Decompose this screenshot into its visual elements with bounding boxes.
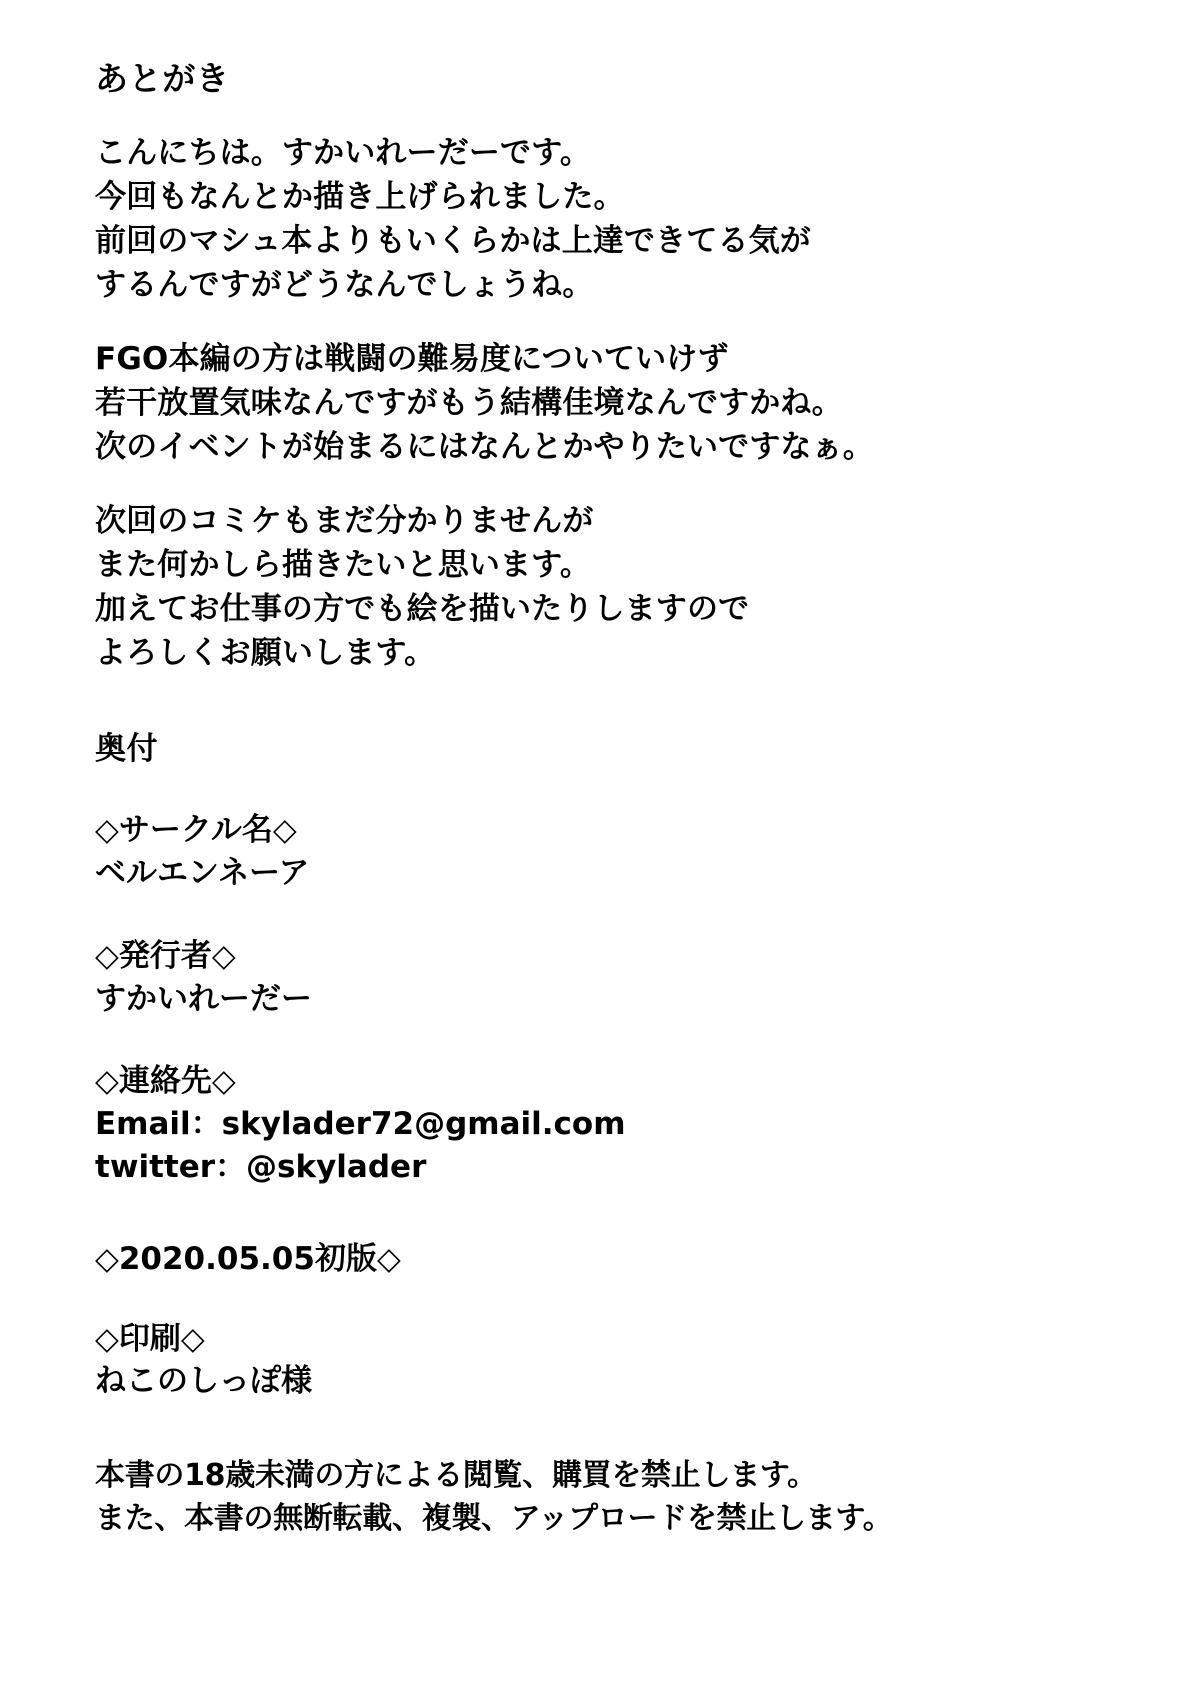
afterword-paragraph-1 [95,131,1120,307]
afterword-heading: あとがき [95,59,230,98]
publication-date: ◇2020.05.05初版◇ [95,1240,401,1277]
afterword-line: 次のイベントが始まるにはなんとかやりたいですなぁ。 [95,428,874,465]
colophon-entry-print [95,1318,1120,1404]
contact-email: Email：skylader72@gmail.com [95,1106,626,1143]
afterword-line: 若干放置気味なんですがもう結構佳境なんですかね。 [95,384,843,421]
colophon-label: ◇印刷◇ [95,1320,205,1357]
afterword-paragraph-2 [95,337,1120,469]
colophon-value: ねこのしっぽ様 [95,1363,312,1400]
colophon-entry-publisher [95,935,1120,1021]
colophon-value: すかいれーだー [95,980,312,1017]
colophon-value: ベルエンネーア [95,855,310,892]
afterword-line: 加えてお仕事の方でも絵を描いたりしますので [95,591,750,628]
colophon-heading: 奥付 [95,731,159,768]
colophon-entry-circle-name [95,809,1120,895]
contact-twitter: twitter：@skylader [95,1148,427,1185]
afterword-line: 今回もなんとか描き上げられました。 [95,178,625,215]
afterword-line: FGO本編の方は戦闘の難易度についていけず [95,340,729,377]
afterword-line: よろしくお願いします。 [95,635,436,672]
colophon-label: ◇連絡先◇ [95,1063,236,1100]
colophon-entry-contact [95,1060,1120,1188]
notice-line: また、本書の無断転載、複製、アップロードを禁止します。 [95,1500,893,1536]
afterword-line: するんですがどうなんでしょうね。 [95,266,594,303]
notice-line: 本書の18歳未満の方による閲覧、購買を禁止します。 [95,1458,817,1494]
afterword-paragraph-3 [95,499,1120,675]
afterword-line: また何かしら描きたいと思います。 [95,547,591,584]
age-restriction-notice [95,1455,1120,1540]
afterword-line: 次回のコミケもまだ分かりませんが [95,503,594,539]
afterword-line: こんにちは。すかいれーだーです。 [95,134,591,171]
colophon-label: ◇発行者◇ [95,937,236,974]
colophon-label: ◇サークル名◇ [95,812,297,849]
afterword-line: 前回のマシュ本よりもいくらかは上達できてる気が [95,222,811,259]
